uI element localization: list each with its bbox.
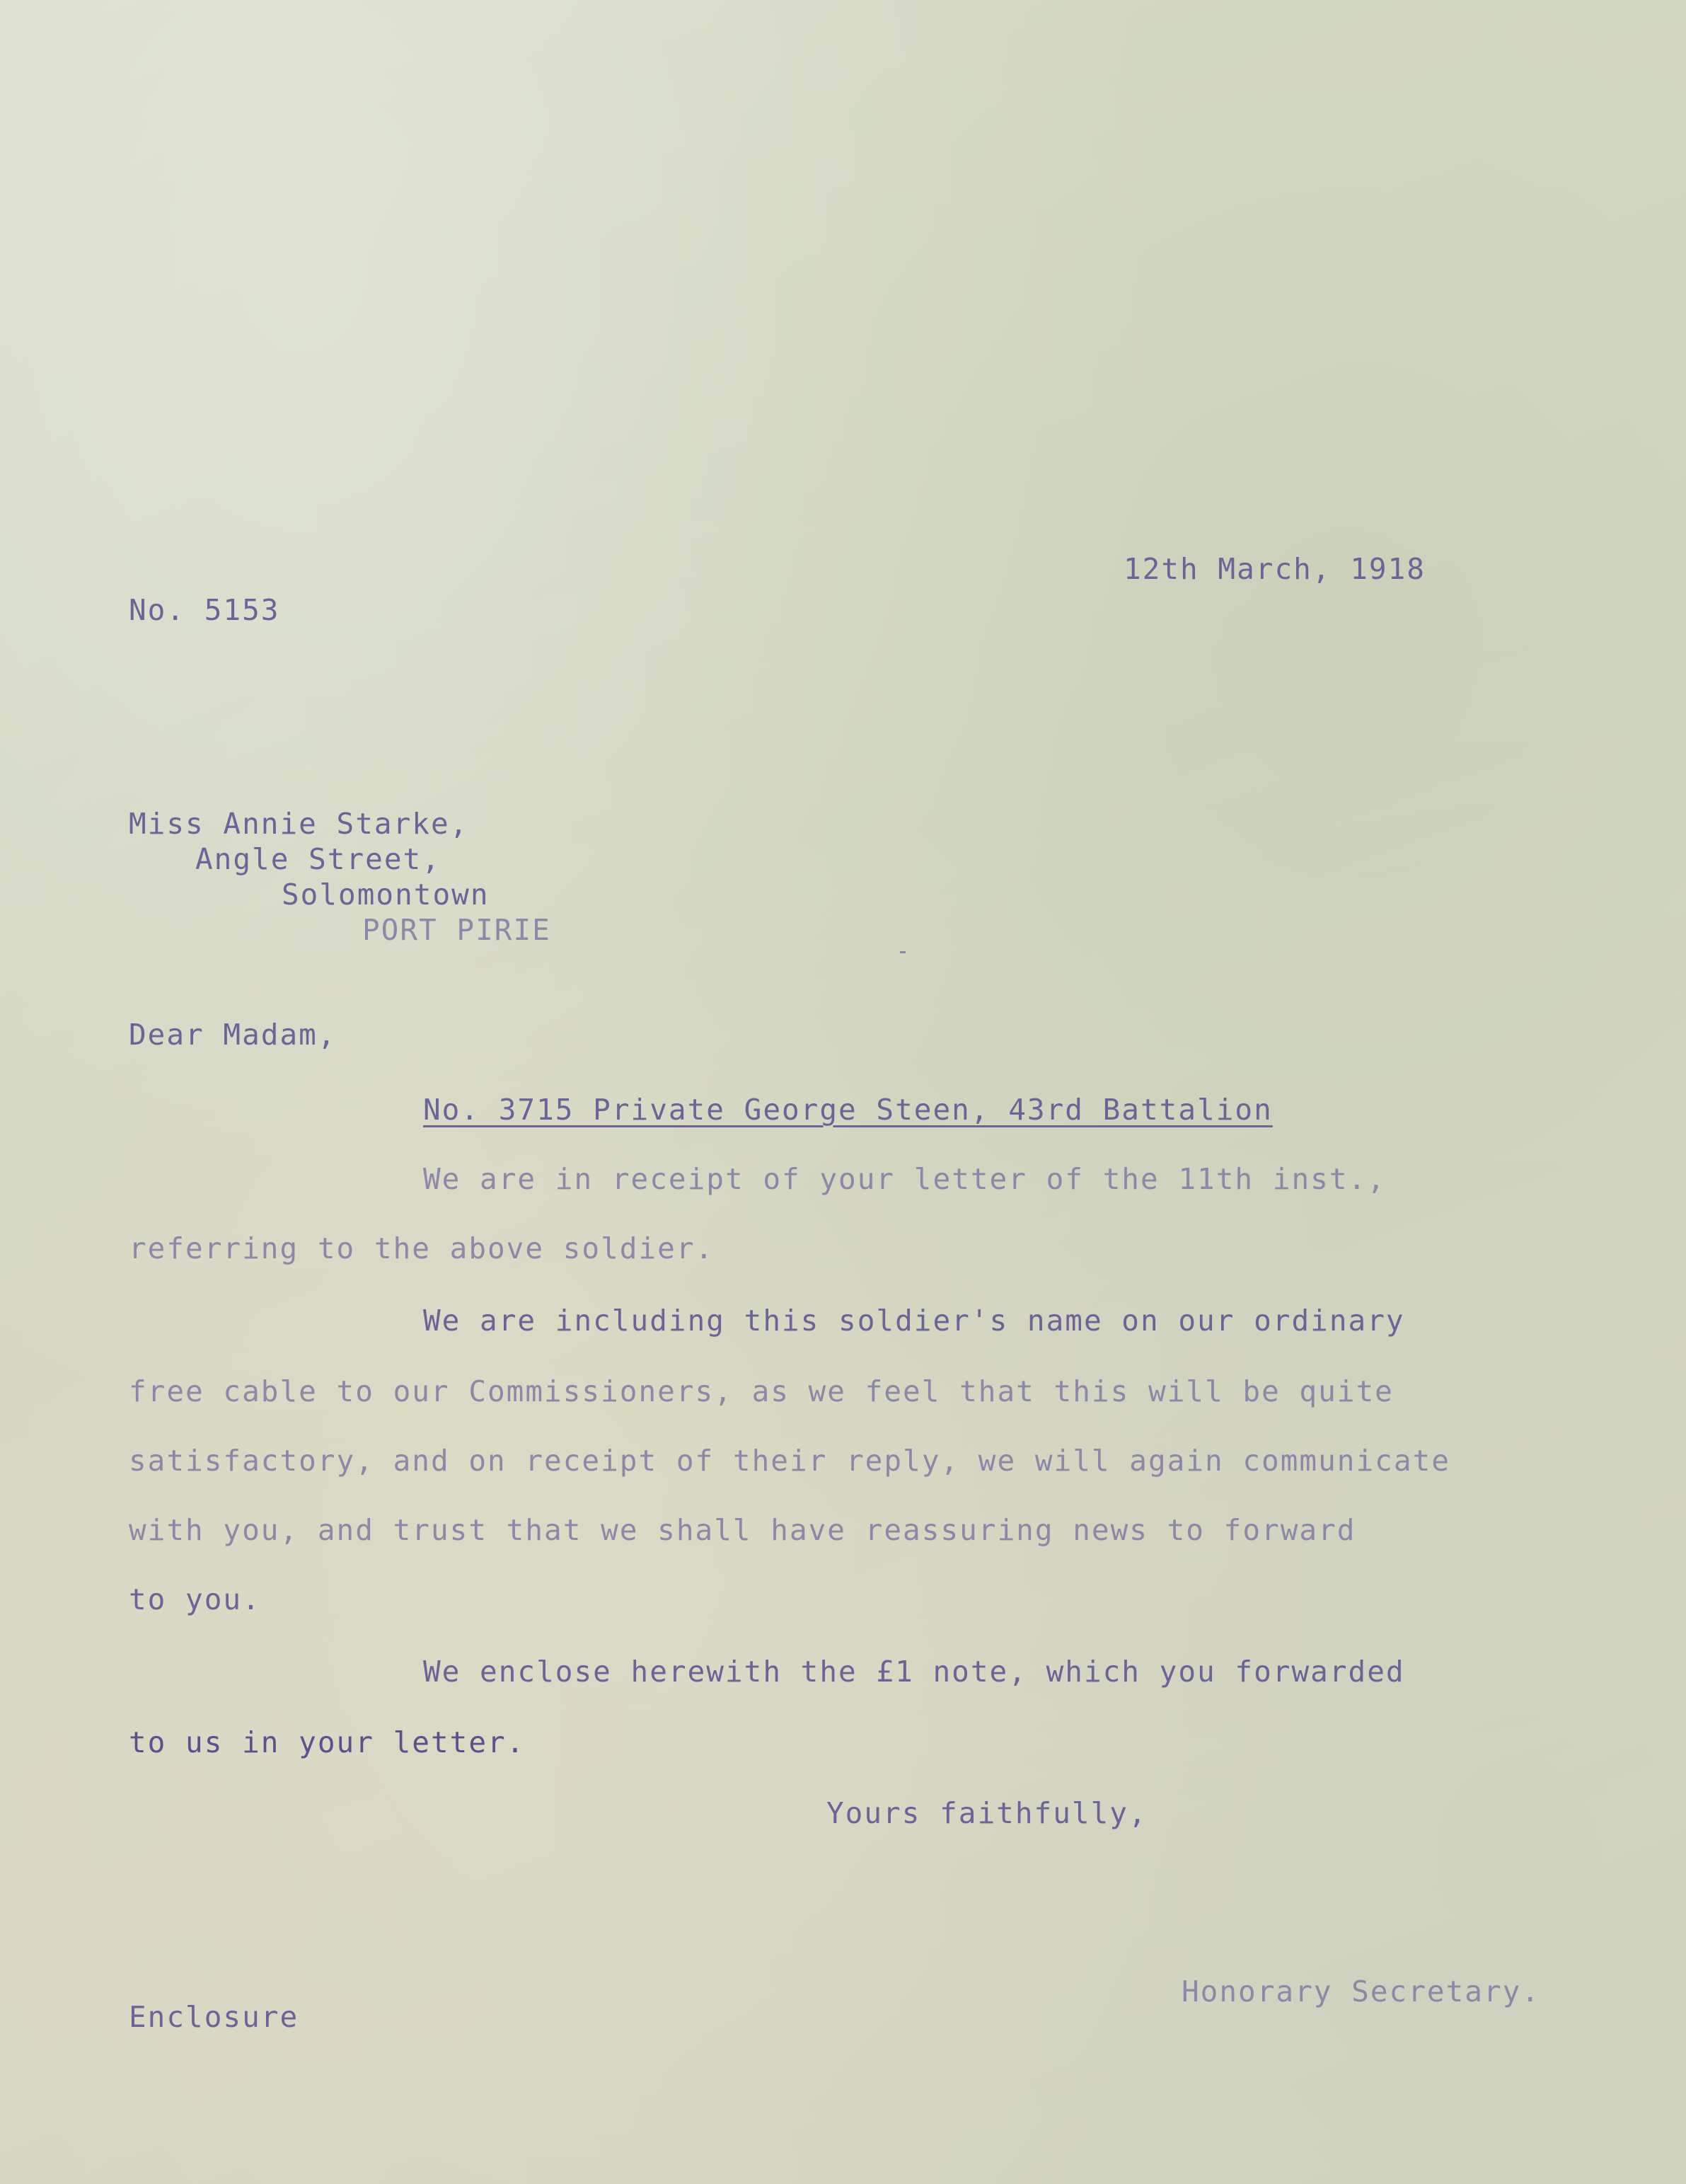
body-line: We enclose herewith the £1 note, which you forwarded (423, 1655, 1405, 1689)
recipient-town: PORT PIRIE (362, 913, 551, 947)
letter-date: 12th March, 1918 (1124, 552, 1426, 586)
signatory-title: Honorary Secretary. (1182, 1975, 1540, 2008)
ink-speck (900, 951, 906, 953)
salutation: Dear Madam, (129, 1018, 337, 1052)
recipient-name: Miss Annie Starke, (129, 807, 469, 841)
body-line: We are in receipt of your letter of the 11th inst., (423, 1162, 1386, 1196)
body-line: to you. (129, 1582, 261, 1616)
body-line: satisfactory, and on receipt of their reply, we will again communicate (129, 1444, 1450, 1478)
reference-number: No. 5153 (129, 593, 280, 627)
closing: Yours faithfully, (826, 1796, 1148, 1830)
body-line: free cable to our Commissioners, as we feel that this will be quite (129, 1374, 1394, 1408)
body-line: We are including this soldier's name on our ordinary (423, 1304, 1405, 1338)
body-line: with you, and trust that we shall have reassuring news to forward (129, 1513, 1356, 1547)
recipient-suburb: Solomontown (282, 878, 490, 912)
body-line: referring to the above soldier. (129, 1231, 715, 1265)
subject-line: No. 3715 Private George Steen, 43rd Battalion (423, 1093, 1273, 1127)
body-line: to us in your letter. (129, 1725, 526, 1759)
enclosure-note: Enclosure (129, 2000, 299, 2034)
recipient-street: Angle Street, (195, 842, 441, 876)
